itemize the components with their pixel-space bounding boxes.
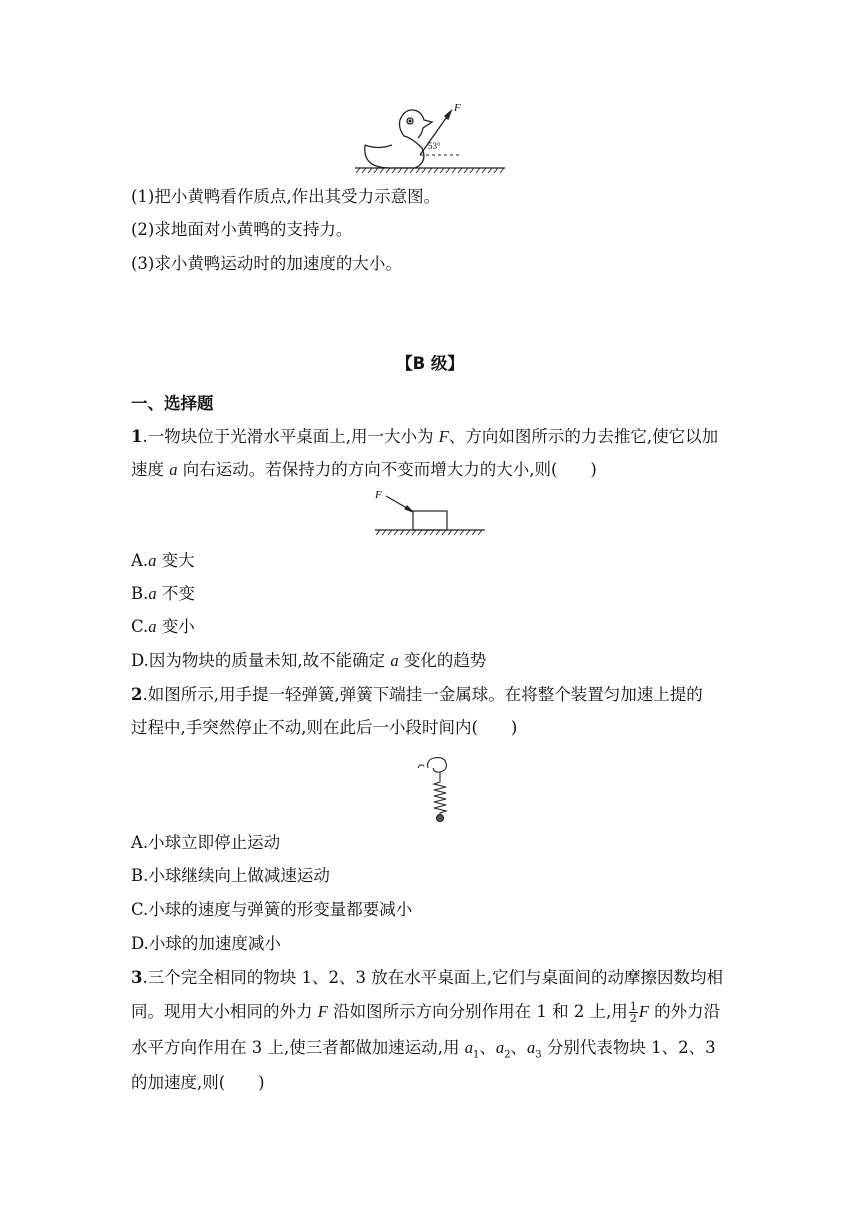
q3-var-a3: a	[526, 1038, 536, 1057]
q1-option-a-var: a	[148, 551, 157, 570]
q1-option-a-prefix: A.	[131, 551, 149, 570]
q2-text-1: .如图所示,用手提一轻弹簧,弹簧下端挂一金属球。在将整个装置匀加速上提的	[142, 685, 703, 704]
q1-text-a: .一物块位于光滑水平桌面上,用一大小为	[142, 427, 439, 446]
q3-sub-2: 2	[504, 1049, 511, 1061]
q1-option-b-var: a	[148, 584, 157, 603]
q1-text-b: 、方向如图所示的力去推它,使它以加	[448, 427, 719, 446]
q1-option-b-prefix: B.	[131, 584, 149, 603]
q1-option-b	[131, 582, 195, 606]
fraction-numerator: 1	[629, 1000, 637, 1013]
duck-force-label: F	[454, 102, 461, 114]
subquestion-2: (2)求地面对小黄鸭的支持力。	[131, 220, 353, 239]
level-title: 【B 级】	[396, 354, 464, 373]
q3-sep-2: 、	[510, 1038, 527, 1057]
q2-number: 2	[131, 685, 143, 704]
subquestion-1: (1)把小黄鸭看作质点,作出其受力示意图。	[131, 187, 441, 206]
q3-text-1: .三个完全相同的物块 1、2、3 放在水平桌面上,它们与桌面间的动摩擦因数均相	[142, 968, 723, 987]
q1-line1	[131, 425, 718, 449]
q3-text-3b: 分别代表物块 1、2、3	[541, 1038, 716, 1057]
q3-var-F2: F	[638, 1002, 649, 1021]
q1-option-d-text-b: 变化的趋势	[398, 651, 487, 670]
q3-sub-3: 3	[535, 1049, 542, 1061]
duck-drawing	[355, 110, 505, 173]
q1-var-F: F	[438, 427, 449, 446]
q1-option-b-text: 不变	[156, 584, 195, 603]
q2-option-c: C.小球的速度与弹簧的形变量都要减小	[131, 900, 413, 919]
q1-option-c-var: a	[148, 617, 157, 636]
q1-option-c-text: 变小	[156, 617, 195, 636]
duck-angle-label: 53°	[428, 141, 441, 151]
q1-text-c: 速度	[131, 460, 170, 479]
q1-line2	[131, 458, 597, 482]
q2-option-a: A.小球立即停止运动	[131, 833, 281, 852]
q3-text-2a: 同。现用大小相同的外力	[131, 1002, 318, 1021]
q3-line4: 的加速度,则( )	[131, 1073, 265, 1092]
fraction-denominator: 2	[629, 1012, 637, 1025]
q1-var-a: a	[169, 460, 178, 479]
q1-option-c-prefix: C.	[131, 617, 149, 636]
half-fraction	[629, 1001, 638, 1024]
q1-figure-label: F	[375, 489, 382, 501]
q3-var-a1: a	[464, 1038, 473, 1057]
q1-number: 1	[131, 427, 143, 446]
q1-option-a	[131, 549, 195, 573]
q3-text-2b: 沿如图所示方向分别作用在 1 和 2 上,用	[327, 1002, 628, 1021]
q3-var-F: F	[317, 1002, 328, 1021]
q1-option-a-text: 变大	[156, 551, 195, 570]
q3-var-a2: a	[495, 1038, 505, 1057]
spring-coil	[434, 778, 446, 815]
q1-option-d-var: a	[390, 651, 399, 670]
q3-text-3a: 水平方向作用在 3 上,使三者都做加速运动,用	[131, 1038, 465, 1057]
metal-ball	[437, 815, 444, 822]
q3-number: 3	[131, 968, 143, 987]
q1-option-d-text-a: D.因为物块的质量未知,故不能确定	[131, 651, 391, 670]
section-title: 一、选择题	[131, 394, 214, 413]
q1-block	[413, 511, 447, 530]
q1-option-d	[131, 649, 486, 673]
q3-line1	[131, 966, 723, 990]
q3-sub-1: 1	[472, 1049, 480, 1061]
q3-sep-1: 、	[479, 1038, 496, 1057]
q2-line1	[131, 683, 703, 707]
q2-line2: 过程中,手突然停止不动,则在此后一小段时间内( )	[131, 718, 518, 737]
q2-option-b: B.小球继续向上做减速运动	[131, 866, 330, 885]
hand-drawing	[418, 758, 446, 778]
subquestion-3: (3)求小黄鸭运动时的加速度的大小。	[131, 254, 402, 273]
q1-text-d: 向右运动。若保持力的方向不变而增大力的大小,则( )	[177, 460, 597, 479]
q1-option-c	[131, 615, 195, 639]
q3-line2	[131, 1000, 720, 1024]
q3-line3	[131, 1036, 716, 1067]
q2-option-d: D.小球的加速度减小	[131, 934, 281, 953]
q3-text-2c: 的外力沿	[648, 1002, 721, 1021]
